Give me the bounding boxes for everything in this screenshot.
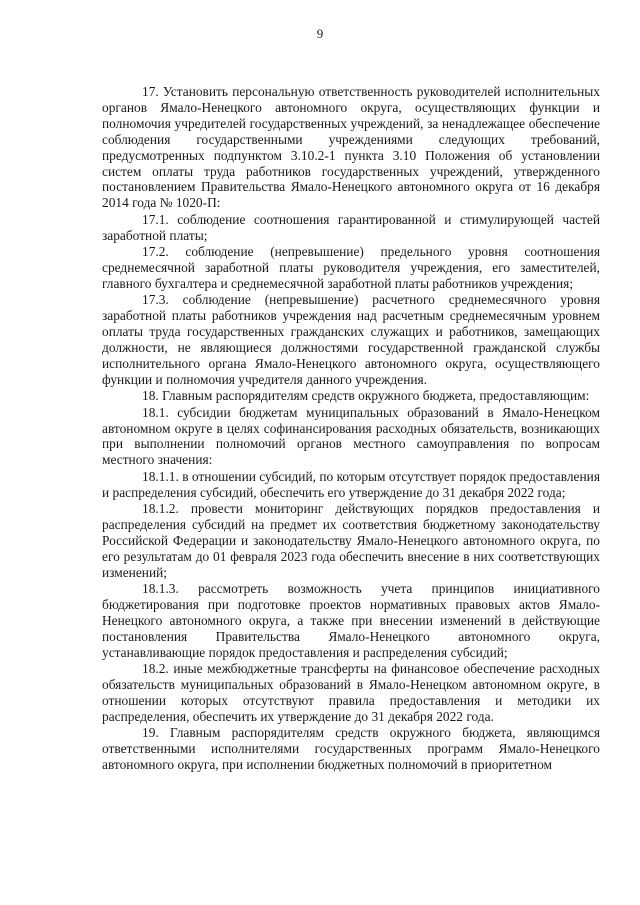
paragraph-17-3: 17.3. соблюдение (непревышение) расчетного среднемесячного уровня заработной платы работников учреждения над расчетным среднемесячным уровнем оплаты труда государственных гражданских служащих и работников, замещающих должности, не являющиеся должностями государственной гражданской службы исполнительного органа Ямало-Ненецкого автономного округа, осуществляющего функции и полномочия учредителя данного учреждения. (102, 292, 600, 387)
page-number: 9 (316, 26, 324, 41)
paragraph-19: 19. Главным распорядителям средств окружного бюджета, являющимся ответственными исполнителями государственных программ Ямало-Ненецкого автономного округа, при исполнении бюджетных полномочий в приоритетном (102, 725, 600, 773)
paragraph-18-1: 18.1. субсидии бюджетам муниципальных образований в Ямало-Ненецком автономном округе в целях софинансирования расходных обязательств, возникающих при выполнении полномочий органов местного самоуправления по вопросам местного значения: (102, 404, 600, 468)
paragraph-17: 17. Установить персональную ответственность руководителей исполнительных органов Ямало-Ненецкого автономного округа, осуществляющих функции и полномочия учредителей государственных учреждений, за ненадлежащее обеспечение соблюдения государственными учреждениями следующих требований, предусмотренных подпунктом 3.10.2-1 пункта 3.10 Положения об установлении систем оплаты труда работников государственных учреждений, утвержденного постановлением Правительства Ямало-Ненецкого автономного округа от 16 декабря 2014 года № 1020-П: (102, 84, 600, 211)
paragraph-17-1: 17.1. соблюдение соотношения гарантированной и стимулирующей частей заработной платы; (102, 211, 600, 243)
paragraph-18-2: 18.2. иные межбюджетные трансферты на финансовое обеспечение расходных обязательств муниципальных образований в Ямало-Ненецком автономном округе, в отношении которых отсутствуют правила предоставления и методики их распределения, обеспечить их утверждение до 31 декабря 2022 года. (102, 661, 600, 724)
paragraph-18: 18. Главным распорядителям средств окружного бюджета, предоставляющим: (142, 388, 590, 404)
paragraph-17-2: 17.2. соблюдение (непревышение) предельного уровня соотношения среднемесячной заработной платы руководителя учреждения, его заместителей, главного бухгалтера и среднемесячной заработной платы работников учреждения; (102, 244, 600, 291)
document-body (102, 84, 600, 773)
paragraph-18-1-1: 18.1.1. в отношении субсидий, по которым отсутствует порядок предоставления и распределения субсидий, обеспечить его утверждение до 31 декабря 2022 года; (102, 468, 600, 500)
paragraph-18-1-3: 18.1.3. рассмотреть возможность учета принципов инициативного бюджетирования при подготовке проектов нормативных правовых актов Ямало-Ненецкого автономного округа, а также при внесении изменений в действующие постановления Правительства Ямало-Ненецкого автономного округа, устанавливающие порядок предоставления и распределения субсидий; (102, 581, 600, 660)
paragraph-18-1-2: 18.1.2. провести мониторинг действующих порядков предоставления и распределения субсидий на предмет их соответствия бюджетному законодательству Российской Федерации и законодательству Ямало-Ненецкого автономного округа, по его результатам до 01 февраля 2023 года обеспечить внесение в них соответствующих изменений; (102, 501, 600, 580)
